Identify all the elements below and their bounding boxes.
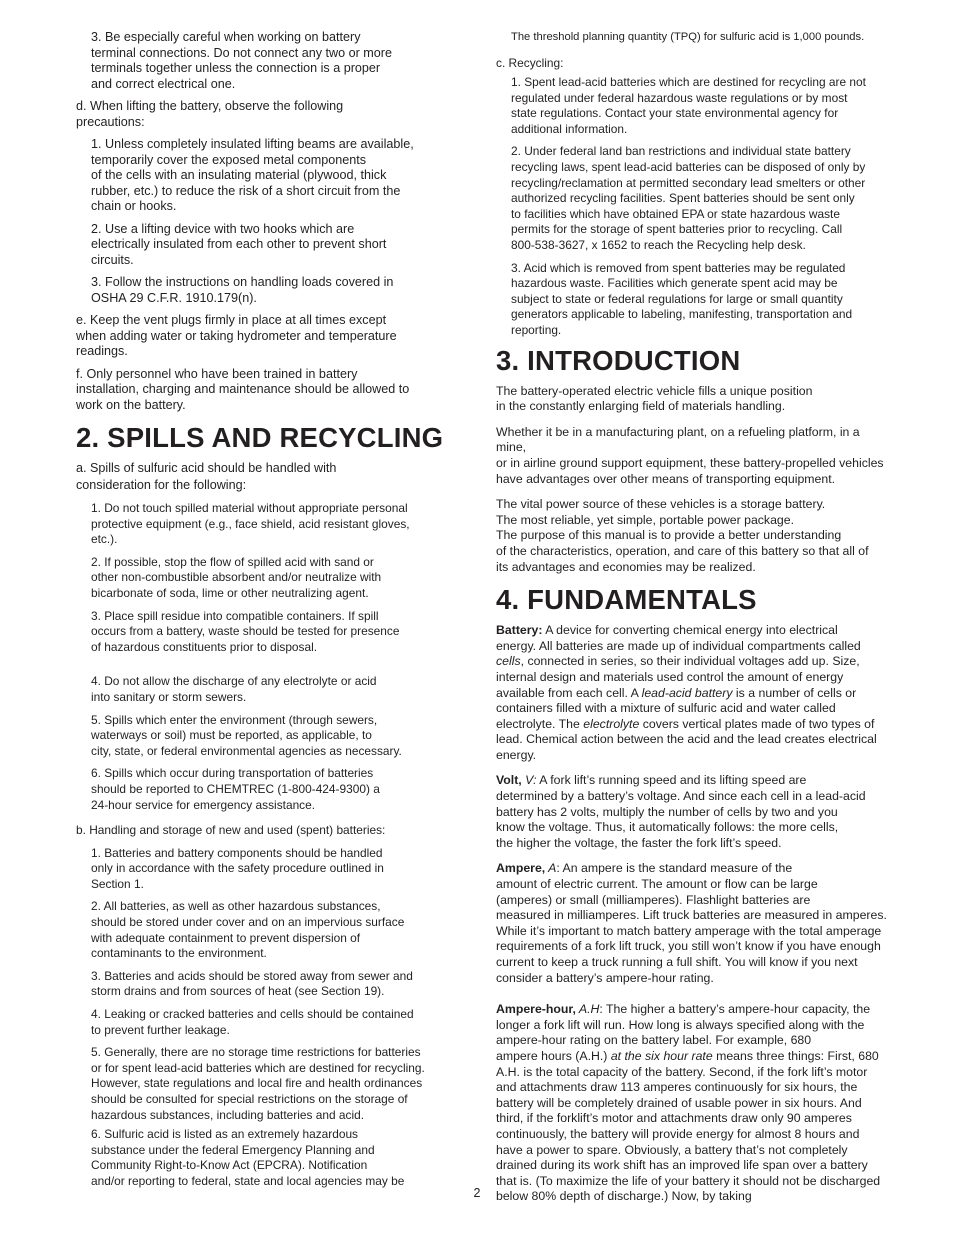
italic-term: cells	[496, 654, 521, 669]
section-heading-spills: 2. SPILLS AND RECYCLING	[76, 422, 444, 453]
definition-text: A device for converting chemical energy into electrical energy. All batteries are made up of individual compartments called	[496, 623, 861, 653]
paragraph: The battery-operated electric vehicle fills a unique position in the constantly enlarging field of materials handling.	[496, 383, 813, 414]
left-column	[76, 30, 450, 1196]
definition-ampere-hour	[496, 1002, 888, 1205]
definition-text: covers vertical plates made of two types of lead. Chemical action between the acid and the lead creates electrical energy.	[496, 716, 877, 762]
italic-term: lead-acid battery	[641, 685, 733, 700]
list-item: 1. Unless completely insulated lifting beams are available, temporarily cover the exposed metal components of the cells with an insulating material (plywood, thick rubber, etc.) to reduce the risk of a short circuit from the chain or hooks.	[91, 137, 414, 213]
definition-text: , connected in series, so their individual voltages add up. Size, internal design and materials used control the amount of energy available from each cell. A	[496, 654, 860, 700]
list-item: 4. Leaking or cracked batteries and cells should be contained to prevent further leakage.	[91, 1006, 414, 1037]
term-ampere: Ampere,	[496, 861, 546, 876]
list-item: 2. If possible, stop the flow of spilled acid with sand or other non-combustible absorbent and/or neutralize with bicarbonate of soda, lime or other neutralizing agent.	[91, 554, 382, 600]
list-item: 6. Spills which occur during transportation of batteries should be reported to CHEMTREC (1-800-424-9300) a 24-hour service for emergency assistance.	[91, 766, 380, 812]
list-item: 5. Generally, there are no storage time restrictions for batteries or for spent lead-acid batteries which are destined for recycling. However, state regulations and local fire and health ordinances should be consulted for special restrictions on the storage of hazardous substances, including batteries and acid.	[91, 1045, 425, 1122]
definition-text: : An ampere is the standard measure of the amount of electric current. The amount or flow can be large (amperes) or small (milliamperes). Flashlight batteries are measured in milliamperes. Lift truck batteries are measured in amperes. While it’s important to match battery amperage with the total amperage requirements of a fork lift truck, you still won’t know if you have enough current to keep a truck running a full shift. You will know if you next consider a battery’s ampere-hour rating.	[496, 861, 887, 985]
list-item: e. Keep the vent plugs firmly in place at all times except when adding water or taking hydrometer and temperature readings.	[76, 313, 397, 358]
list-item: 3. Be especially careful when working on battery terminal connections. Do not connect any two or more terminals together unless the connection is a proper and correct electrical one.	[91, 30, 393, 91]
definition-ampere	[496, 861, 888, 986]
definition-text: A fork lift’s running speed and its lifting speed are determined by a battery’s voltage. And since each cell in a lead-acid battery has 2 volts, multiply the number of cells by two and you know the voltage. Thus, it automatically follows: the more cells, the higher the voltage, the faster the fork lift’s speed.	[496, 773, 866, 850]
section-heading-introduction: 3. INTRODUCTION	[496, 344, 741, 376]
definition-text: means three things: First, 680 A.H. is the total capacity of the battery. Second, if the fork lift’s motor and attachments draw 113 amperes continuously for six hours, the battery will be completely drained of usable power in six hours. And third, if the forklift’s motor and attachments draw only 90 amperes continuously, the battery will provide energy for almost 8 hours and have a power to spare. Obviously, a battery that’s not completely drained during its work shift has an improved life span over a battery that is. (To maximize the life of your battery it should not be discharged below 80% depth of discharge.) Now, by taking	[496, 1048, 881, 1204]
list-item: 2. All batteries, as well as other hazardous substances, should be stored under cover and on an impervious surface with adequate containment to prevent dispersion of contaminants to the environment.	[91, 899, 405, 961]
list-item: 1. Do not touch spilled material without appropriate personal protective equipment (e.g., face shield, acid resistant gloves, etc.).	[91, 501, 410, 547]
subsection-c: c. Recycling:	[496, 55, 564, 70]
list-item: 1. Spent lead-acid batteries which are destined for recycling are not regulated under federal hazardous waste regulations or by most state regulations. Contact your state environmental agency for additional information.	[511, 75, 866, 136]
list-item: f. Only personnel who have been trained in battery installation, charging and maintenance should be allowed to work on the battery.	[76, 366, 410, 412]
list-item: 4. Do not allow the discharge of any electrolyte or acid into sanitary or storm sewers.	[91, 674, 377, 704]
tpq-note: The threshold planning quantity (TPQ) for sulfuric acid is 1,000 pounds.	[511, 31, 865, 43]
list-item: 2. Under federal land ban restrictions and individual state battery recycling laws, spent lead-acid batteries can be disposed of only by recycling/reclamation at permitted secondary lead smelters or other authorized recycling facilities. Spent batteries should be sent only to facilities which have obtained EPA or state hazardous waste permits for the storage of spent batteries prior to recycling. Call 800-538-3627, x 1652 to reach the Recycling help desk.	[511, 144, 866, 253]
italic-term: electrolyte	[583, 716, 640, 731]
term-volt: Volt,	[496, 773, 522, 788]
list-item: 3. Acid which is removed from spent batteries may be regulated hazardous waste. Facilities which generate spent acid may be subject to state or federal regulations for large or small quantity generators applicable to labeling, manifesting, transportation and reporting.	[511, 260, 853, 337]
paragraph: The vital power source of these vehicles is a storage battery. The most reliable, yet simple, portable power package. The purpose of this manual is to provide a better understanding of the characteristics, operation, and care of this battery so that all of its advantages and economies may be realized.	[496, 497, 869, 574]
section-heading-fundamentals: 4. FUNDAMENTALS	[496, 584, 757, 616]
definition-text: is a number of cells or containers filled with a mixture of sulfuric acid and water called electrolyte. The	[496, 685, 857, 731]
spacer	[76, 662, 450, 674]
subsection-b: b. Handling and storage of new and used (spent) batteries:	[76, 823, 386, 838]
list-item: 5. Spills which enter the environment (through sewers, waterways or soil) must be reported, as applicable, to city, state, or federal environmental agencies as necessary.	[91, 712, 402, 758]
definition-battery	[496, 623, 888, 763]
definition-volt	[496, 773, 888, 851]
list-item: d. When lifting the battery, observe the following precautions:	[76, 99, 344, 129]
term-abbreviation: A	[545, 861, 557, 876]
page-number: 2	[473, 1186, 481, 1200]
term-abbreviation: V:	[521, 773, 537, 788]
list-item: 6. Sulfuric acid is listed as an extremely hazardous substance under the federal Emergency Planning and Community Right-to-Know Act (EPCRA). Notification and/or reporting to federal, state and local agencies may be	[91, 1127, 405, 1188]
subsection-a: a. Spills of sulfuric acid should be handled with consideration for the following:	[76, 461, 337, 492]
list-item: 3. Batteries and acids should be stored away from sewer and storm drains and from sources of heat (see Section 19).	[91, 968, 413, 999]
list-item: 2. Use a lifting device with two hooks which are electrically insulated from each other to prevent short circuits.	[91, 221, 387, 267]
italic-term: at the six hour rate	[610, 1048, 713, 1063]
list-item: 3. Place spill residue into compatible containers. If spill occurs from a battery, waste should be tested for presence of hazardous constituents prior to disposal.	[91, 608, 400, 654]
right-column	[496, 30, 888, 1215]
term-battery: Battery:	[496, 623, 543, 638]
term-abbreviation: A.H	[575, 1002, 600, 1017]
paragraph: Whether it be in a manufacturing plant, on a refueling platform, in a mine, or in airline ground support equipment, these battery-propelled vehicles have advantages over other means of transporting equipment.	[496, 424, 884, 486]
definition-text: : The higher a battery’s ampere-hour capacity, the longer a fork lift will run. How long is always specified along with the ampere-hour rating on the battery label. For example, 680 ampere hours (A.H.)	[496, 1002, 871, 1063]
list-item: 3. Follow the instructions on handling loads covered in OSHA 29 C.F.R. 1910.179(n).	[91, 275, 394, 305]
term-ampere-hour: Ampere-hour,	[496, 1002, 576, 1017]
list-item: 1. Batteries and battery components should be handled only in accordance with the safety procedure outlined in Section 1.	[91, 845, 384, 891]
